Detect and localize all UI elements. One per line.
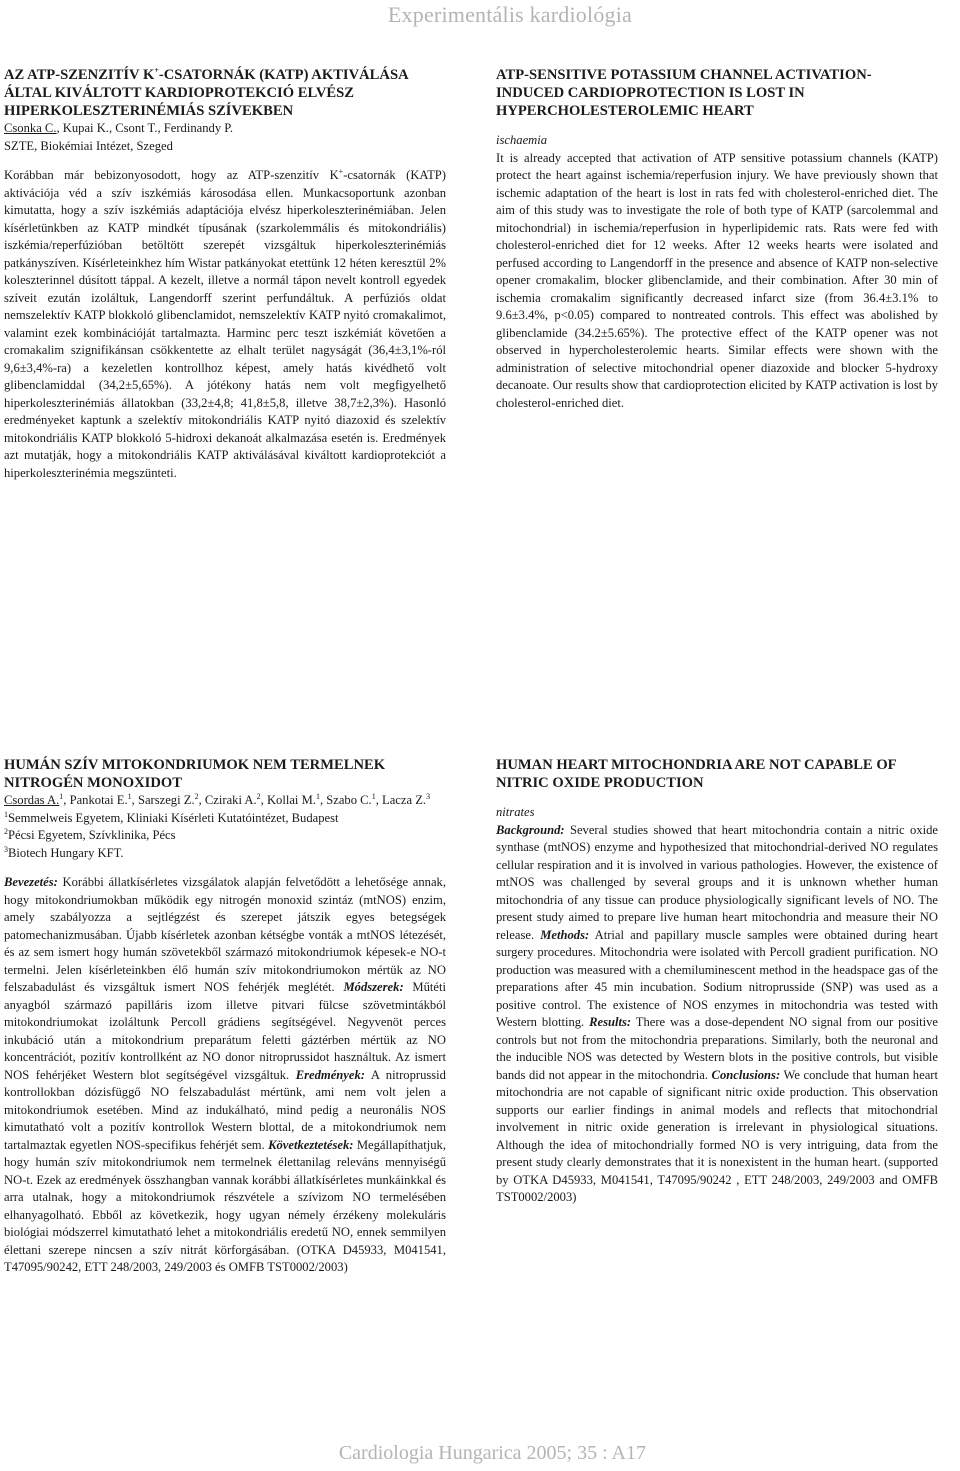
abstract-body: Korábban már bebizonyosodott, hogy az ATP-szenzitív K+-csatornák (KATP) aktivációja véd a szív iszkémiás károsodása ellen. Munkacsoportunk azonban kimutatta, hogy a szív iszkémiás adaptációja elvész hiperkoleszterinémiában. Jelen kísérletünkben az KATP mindkét típusának (szarkolemmális és mitokondriális) iszkémia/reperfúzióban betöltött szerepét vizsgáltuk hiperkoleszterinémiás patkányszíven. Kísérleteinkhez hím Wistar patkányokat etettünk 12 héten keresztül 2% koleszterinnel dúsított táppal. A kezelt, illetve a normál tápon nevelt kontroll egyedek szíveit ezután izoláltuk, Langendorff szerint perfundáltuk. A perfúziós oldat nemszelektív KATP blokkoló glibenclamidot, nemszelektív KATP nyitó cromakalimot, valamint ezek kombinációját tartalmazta. Harminc perc teszt iszkémiát követően a cromakalim szignifikánsan csökkentette az elhalt terület nagyságát (36,4±3,1%-ról 9,6±3,4%-ra) a kezeletlen kontrollhoz képest, amely hatás kivédhető volt glibenclamiddal (34,2±5,65%). A jótékony hatás nem volt megfigyelhető hiperkoleszterinémiás állatokban (33,2±4,8; 41,8±5,8, illetve 38,7±2,3%). Hasonló eredményeket kaptunk a szelektív mitokondriális KATP nyitó diazoxid és szelektív mitokondriális KATP blokkoló 5-hidroxi dekanoát alkalmazása esetén is. Eredmények azt mutatják, hogy a mitokondriális KATP aktiválásával kiváltott kardioprotekciót a hiperkoleszterinémia megszünteti. xyxy=(4,166,446,480)
affiliation: $^1$Semmelweis Egyetem, Kliniaki Kísérleti Kutatóintézet, Budapest xyxy=(4,809,339,825)
abstract-en-mito xyxy=(496,756,938,1207)
affiliation: SZTE, Biokémiai Intézet, Szeged xyxy=(4,138,173,153)
section-header: Experimentális kardiológia xyxy=(387,2,632,27)
author-list: Csordas A.$^1$, Pankotai E.$^1$, Sarszegi Z.$^2$, Cziraki A.$^2$, Kollai M.$^1$, Szabo C.$^1$, Lacza Z.$^3$ xyxy=(4,791,431,807)
abstract-body: It is already accepted that activation of ATP sensitive potassium channels (KATP) protect the heart against ischemia/reperfusion injury. We have previously shown that ischemic adaptation of the heart is lost in rats fed with cholesterol-enriched diet. The aim of this study was to investigate the role of both type of KATP (sarcolemmal and mitochondrial) in ischemia/reperfusion in hyperlipidemic rats. Rats were fed with cholesterol-enriched diet for 12 weeks. After 12 weeks hearts were isolated and perfused according to Langendorff in the presence and absence of KATP non-selective opener cromakalim, blocker glibenclamide, and their combination. After 30 min of ischemia cromakalim significantly decreased infarct size (from 36.4±3.1% to 9.6±3.4%, p<0.05) compared to nontreated controls. This effect was abolished by glibenclamide (34.2±5.65%). The protective effect of the KATP opener was not observed in hypercholesterolemic hearts. Similar effects were shown with the administration of selective mitochondrial opener diazoxide and blocker 5-hydroxy decanoate. Our results show that cardioprotection elicited by KATP activation is lost by cholesterol-enriched diet. xyxy=(496,150,938,410)
abstract-body: Background: Several studies showed that heart mitochondria contain a nitric oxide synthase (mtNOS) enzyme and hypothesized that mitochondrial-derived NO regulates cellular respiration and it is involved in various pathologies. However, the existence of mtNOS was challenged by several groups and it is unknown whether human mitochondria of any tissue can produce physiologically significant levels of NO. The present study aimed to prepare live human heart mitochondria and measure their NO release. Methods: Atrial and papillary muscle samples were obtained during heart surgery procedures. Mitochondria were isolated with Percoll gradient purification. NO production was measured with a chemiluminescent method in the headspace gas of the preparations after 45 min incubation. Sodium nitroprusside (SNP) was used as a positive control. The existence of NOS enzymes in mitochondria was tested with Western blotting. Results: There was a dose-dependent NO signal from our positive controls but not from the mitochondria preparations. Similarly, both the neuronal and the inducible NOS was detected by Western blots in the positive controls, but visible bands did not appear in the mitochondria. Conclusions: We conclude that human heart mitochondria are not capable of significant nitric oxide production. This observation supports our earlier findings in animal models and reflects that mitochondrial involvement in nitric oxide generation is irrelevant in physiological situations. Although the idea of mitochondrially formed NO is very intriguing, data from the present study clearly demonstrates that it is nonexistent in the human heart. (supported by OTKA D45933, M041541, T47095/90242 , ETT 248/2003, 249/2003 and OMFB TST0002/2003) xyxy=(496,822,938,1204)
affiliation: $^3$Biotech Hungary KFT. xyxy=(4,844,124,860)
abstract-hu-mito xyxy=(4,756,446,1277)
affiliation: $^2$Pécsi Egyetem, Szívklinika, Pécs xyxy=(4,826,176,842)
abstract-title: HUMAN HEART MITOCHONDRIA ARE NOT CAPABLE OF NITRIC OXIDE PRODUCTION xyxy=(496,757,897,791)
abstract-title: HUMÁN SZÍV MITOKONDRIUMOK NEM TERMELNEK NITROGÉN MONOXIDOT xyxy=(4,757,386,791)
abstract-en-katp xyxy=(496,66,938,412)
abstract-title: ATP-SENSITIVE POTASSIUM CHANNEL ACTIVATION-INDUCED CARDIOPROTECTION IS LOST IN HYPERCHOLESTEROLEMIC HEART xyxy=(496,67,872,119)
abstract-hu-katp xyxy=(4,66,446,482)
keywords: ischaemia xyxy=(496,133,548,147)
author-list: Csonka C., Kupai K., Csont T., Ferdinandy P. xyxy=(4,121,234,135)
page-footer-citation: Cardiologia Hungarica 2005; 35 : A17 xyxy=(338,1442,646,1464)
keywords: nitrates xyxy=(496,805,535,819)
abstract-title: AZ ATP-SZENZITÍV K+-CSATORNÁK (KATP) AKTIVÁLÁSA ÁLTAL KIVÁLTOTT KARDIOPROTEKCIÓ ELVÉSZ HIPERKOLESZTERINÉMIÁS SZÍVEKBEN xyxy=(4,66,408,119)
abstract-body: Bevezetés: Korábbi állatkísérletes vizsgálatok alapján felvetődött a lehetősége annak, hogy mitokondriumokban működik egy nitrogén monoxid szintáz (mtNOS) enzim, amely szabályozza a sejtlégzést és szerepet játszik egyes betegségek patomechanizmusában. Újabb kísérletek azonban kétségbe vonták a mtNOS létezését, és az sem ismert hogy humán szövetekből származó mitokondriumok képesek-e NO-t termelni. Jelen kísérleteinkben élő humán szív mitokondriumokon mértük az NO felszabadulást és vizsgáltuk ismert NOS fehérjék meglétét. Módszerek: Műtéti anyagból származó papilláris izom illetve pitvari fülcse szövetmintákból mitokondriumokat izoláltunk Percoll grádiens segítségével. Negyvenöt perces inkubáció után a mitokondrium preparátum feletti gáztérben mértük az NO koncentrációt, pozitív kontrollként az NO donor nitroprussidot használtuk. Az ismert NOS fehérjéket Western blot segítségével vizsgáltuk. Eredmények: A nitroprussid kontrollokban dózisfüggő NO felszabadulást mértünk, ami nem volt jelen a mitokondriumok esetében. Mind az indukálható, mind pedig a neuronális NOS kimutatható volt a pozitív kontrollok Western blottal, de a mitokondriumok nem tartalmaztak egyetlen NOS-specifikus fehérjét sem. Következtetések: Megállapíthatjuk, hogy humán szív mitokondriumok nem termelnek élettanilag releváns mennyiségű NO-t. Ezek az eredmények összhangban vannak korábbi állatkísérletes munkáinkkal és arra utalnak, hogy a mitokondriumok részvétele a szívizom NO termelésében elhanyagolható. Ebből az következik, hogy ugyan némely érzékeny molekuláris biológiai módszerrel kimutatható lehet a mitokondriális eredetű NO, ennek semmilyen élettani szerepe nincsen a szív nitrát körforgásában. (OTKA D45933, M041541, T47095/90242, ETT 248/2003, 249/2003 és OMFB TST0002/2003) xyxy=(4,875,446,1274)
